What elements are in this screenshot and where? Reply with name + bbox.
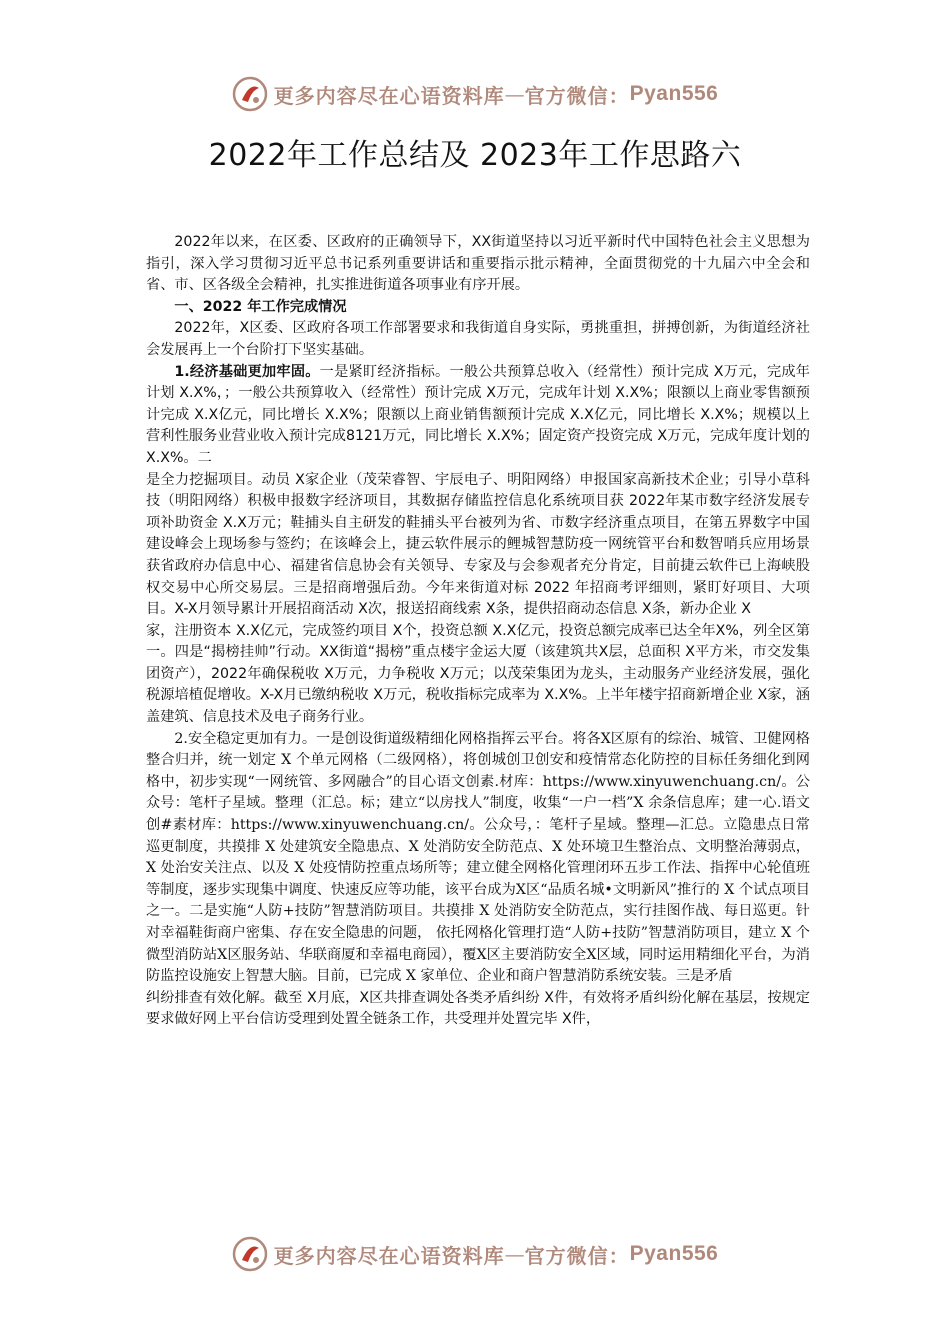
banner-slogan: 更多内容尽在心语资料库	[273, 83, 505, 108]
item1-paragraph	[146, 362, 810, 470]
item1-continuation-paragraph: 是全力挖掘项目。动员 X家企业（茂荣睿智、宇辰电子、明阳网络）申报国家高新技术企业；引导小草科技（明阳网络）积极申报数字经济项目，其数据存储监控信息化系统项目获 2022年某市数字经济发展专项补助资金 X.X万元；鞋捕头自主研发的鞋捕头平台被列为省、市数字经济重点项目，在第五界数字中国建设峰会上现场参与签约；在该峰会上，捷云软件展示的鲤城智慧防疫一网统管平台和数智哨兵应用场景获省政府办信息中心、福建省信息协会有关领导、专家及与会参观者充分肯定，目前捷云软件已上海峡股权交易中心所交易层。三是招商增强后劲。今年来街道对标 2022 年招商考评细则，紧盯好项目、大项目。X-X月领导累计开展招商活动 X次，报送招商线索 X条，提供招商动态信息 X条，新办企业 X	[146, 471, 810, 618]
banner-wechat-label: 官方微信：	[524, 83, 630, 108]
banner-slogan: 更多内容尽在心语资料库	[273, 1243, 505, 1268]
document-title: 2022年工作总结及 2023年工作思路六	[208, 138, 742, 173]
banner-wechat-id: Pyan556	[629, 82, 719, 105]
item1-continuation-paragraph-2: 家，注册资本 X.X亿元，完成签约项目 X个，投资总额 X.X亿元，投资总额完成率已达全年X%，列全区第一。四是“揭榜挂帅”行动。XX街道“揭榜”重点楼宇金运大厦（该建筑共X层，总面积 X平方米，市交发集团资产），2022年确保税收 X万元，力争税收 X万元；以茂荣集团为龙头，主动服务产业经济发展，强化税源培植促增收。X-X月已缴纳税收 X万元，税收指标完成率为 X.X%。上半年楼宇招商新增企业 X家，涵盖建筑、信息技术及电子商务行业。	[146, 622, 810, 726]
banner-wechat-label: 官方微信：	[524, 1243, 630, 1268]
item1-heading: 1.经济基础更加牢固。	[174, 363, 320, 380]
section-intro-paragraph: 2022年，X区委、区政府各项工作部署要求和我街道自身实际，勇挑重担，拼搏创新，为街道经济社会发展再上一个台阶打下坚实基础。	[146, 320, 810, 358]
document-body	[146, 232, 810, 1031]
banner-wechat-id: Pyan556	[629, 1242, 719, 1265]
item2-continuation-paragraph: 纠纷排查有效化解。截至 X月底，X区共排查调处各类矛盾纠纷 X件，有效将矛盾纠纷化解在基层，按规定要求做好网上平台信访受理到处置全链条工作，共受理并处置完毕 X件，	[146, 989, 810, 1028]
intro-paragraph: 2022年以来，在区委、区政府的正确领导下，XX街道坚持以习近平新时代中国特色社会主义思想为指引，深入学习贯彻习近平总书记系列重要讲话和重要指示批示精神，全面贯彻党的十九届六中全会和省、市、区各级全会精神，扎实推进街道各项事业有序开展。	[146, 234, 810, 294]
brand-logo-icon	[232, 76, 268, 112]
item2-paragraph: 2.安全稳定更加有力。一是创设街道级精细化网格指挥云平台。将各X区原有的综治、城管、卫健网格整合归并，统一划定 X 个单元网格（二级网格），将创城创卫创安和疫情常态化防控的目标任务细化到网格中，初步实现“一网统管、多网融合”的目心语文创素.材库：https://www.xinyuwenchuang.cn/。公众号：笔杆子星域。整理（汇总。标；建立“以房找人”制度，收集“一户一档”X 余条信息库；建一心.语文创#素材库：https://www.xinyuwenchuang.cn/。公众号，：笔杆子星域。整理—汇总。立隐患点日常巡更制度，共摸排 X 处建筑安全隐患点、X 处消防安全防范点、X 处环境卫生整治点、文明整治薄弱点，X 处治安关注点、以及 X 处疫情防控重点场所等；建立健全网格化管理闭环五步工作法、指挥中心轮值班等制度，逐步实现集中调度、快速反应等功能，该平台成为X区“品质名城•文明新风”推行的 X 个试点项目之一。二是实施“人防+技防”智慧消防项目。共摸排 X 处消防安全防范点，实行挂图作战、每日巡更。针对幸福鞋街商户密集、存在安全隐患的问题， 依托网格化管理打造“人防+技防”智慧消防项目，建立 X 个微型消防站X区服务站、华联商厦和幸福电商园），覆X区主要消防安全X区域，同时运用精细化平台，为消防监控设施安上智慧大脑。目前，已完成 X 家单位、企业和商户智慧消防系统安装。三是矛盾	[146, 730, 810, 985]
brand-logo-icon	[232, 1236, 268, 1272]
section-heading: 一、2022 年工作完成情况	[174, 298, 347, 315]
watermark-banner-top	[0, 72, 950, 116]
banner-dash: —	[504, 1242, 525, 1266]
banner-dash: —	[504, 82, 525, 106]
watermark-banner-bottom	[0, 1232, 950, 1276]
item1-text: 一是紧盯经济指标。一般公共预算总收入（经常性）预计完成 X万元，完成年计划 X.X%，；一般公共预算收入（经常性）预计完成 X万元，完成年计划 X.X%；限额以上商业零售额预计完成 X.X亿元，同比增长 X.X%；限额以上商业销售额预计完成 X.X亿元，同比增长 X.X%；规模以上营利性服务业营业收入预计完成8121万元，同比增长 X.X%；固定资产投资完成 X万元，完成年度计划的 X.X%。二	[146, 363, 810, 466]
